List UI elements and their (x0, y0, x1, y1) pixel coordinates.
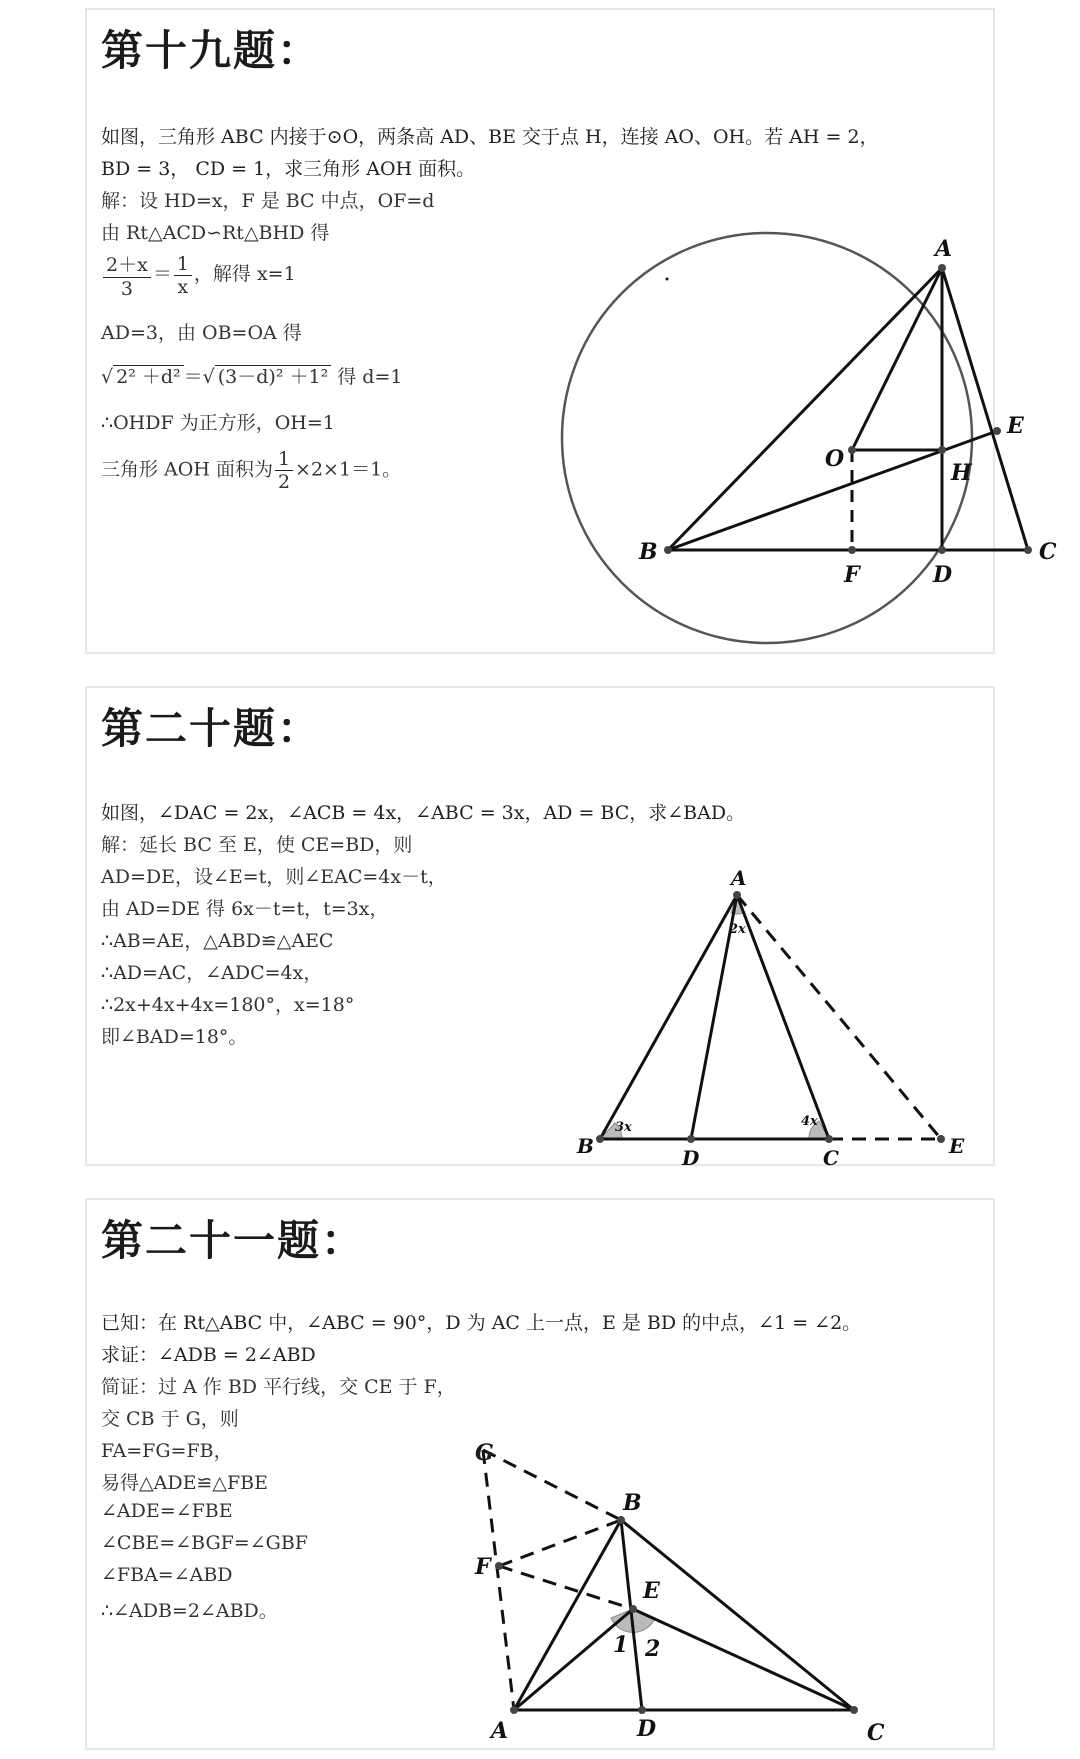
label-e: E (949, 1134, 965, 1158)
problem-19-title: 第十九题： (101, 26, 322, 75)
p20-line-5: ∴AB=AE，△ABD≌△AEC (101, 930, 334, 952)
problem-21-card (85, 1198, 995, 1750)
p19-line-1: 如图，三角形 ABC 内接于⊙O，两条高 AD、BE 交于点 H，连接 AO、OH。若 AH = 2， (101, 126, 879, 148)
fraction-2x-over-3: $\frac{2+x}{3}$ (103, 250, 151, 300)
label-g: G (475, 1440, 494, 1466)
problem-19-card (85, 8, 1057, 654)
p19-line-6: AD=3，由 OB=OA 得 (101, 322, 302, 344)
p19-line-4: 由 Rt△ACD∽Rt△BHD 得 (101, 222, 330, 244)
label-a: A (491, 1718, 509, 1744)
p20-line-3: AD=DE，设∠E=t，则∠EAC=4x－t， (101, 866, 447, 888)
label-f: F (475, 1554, 491, 1580)
p19-line-3: 解：设 HD=x，F 是 BC 中点，OF=d (101, 190, 435, 212)
p20-line-6: ∴AD=AC，∠ADC=4x， (101, 962, 323, 984)
p21-line-10: ∴∠ADB=2∠ABD。 (101, 1600, 278, 1622)
label-c: C (867, 1720, 885, 1746)
segment-ae (514, 1609, 633, 1710)
p21-line-5: FA=FG=FB， (101, 1440, 233, 1462)
problem-20-card (85, 686, 995, 1170)
p20-line-7: ∴2x+4x+4x=180°，x=18° (101, 994, 355, 1016)
label-a: A (935, 236, 953, 262)
p21-line-9: ∠FBA=∠ABD (101, 1564, 233, 1586)
problem-20-title: 第二十题： (101, 704, 322, 753)
segment-ab (600, 895, 737, 1139)
label-d: D (933, 562, 953, 588)
p19-area-line (101, 448, 401, 493)
segment-ae-dashed (737, 895, 941, 1139)
angle-label-2x: 2x (729, 922, 746, 937)
angle-label-3x: 3x (615, 1120, 632, 1135)
p19-line-5: ，解得 x=1 (193, 263, 296, 285)
p20-line-2: 解：延长 BC 至 E，使 CE=BD，则 (101, 834, 413, 856)
label-e: E (1007, 413, 1024, 439)
label-b: B (623, 1490, 642, 1516)
p21-line-7: ∠ADE=∠FBE (101, 1500, 233, 1522)
p20-line-4: 由 AD=DE 得 6x－t=t，t=3x， (101, 898, 389, 920)
p19-line-8: ∴OHDF 为正方形，OH=1 (101, 412, 335, 434)
circumcircle-o (562, 233, 972, 643)
p19-line-7: 得 d=1 (337, 366, 403, 388)
p19-line-10: ×2×1＝1。 (295, 458, 402, 481)
segment-ao (852, 268, 942, 450)
segment-fe-dashed (499, 1566, 633, 1609)
fraction-1-over-x: $\frac{1}{x}$ (174, 253, 192, 298)
p21-line-8: ∠CBE=∠BGF=∠GBF (101, 1532, 308, 1554)
segment-gb-dashed (483, 1450, 621, 1520)
label-f: F (844, 562, 860, 588)
p21-line-4: 交 CB 于 G，则 (101, 1408, 239, 1430)
segment-bc (621, 1520, 854, 1710)
segment-fb-dashed (499, 1520, 621, 1566)
label-d: D (682, 1146, 700, 1170)
angle-label-4x: 4x (801, 1114, 818, 1129)
p21-line-1: 已知：在 Rt△ABC 中，∠ABC = 90°，D 为 AC 上一点，E 是 BD 的中点，∠1 = ∠2。 (101, 1312, 862, 1334)
p21-line-6: 易得△ADE≌△FBE (101, 1472, 268, 1494)
p19-line-2: BD = 3， CD = 1，求三角形 AOH 面积。 (101, 158, 476, 180)
segment-ab (668, 268, 942, 550)
p20-line-1: 如图，∠DAC = 2x，∠ACB = 4x，∠ABC = 3x，AD = BC，求∠BAD。 (101, 802, 746, 824)
segment-ba (514, 1520, 621, 1710)
p19-fraction-equation: $\frac{2+x}{3}$ ＝ $\frac{1}{x}$ ，解得 x=1 (101, 250, 296, 300)
label-a: A (731, 866, 747, 890)
p20-line-8: 即∠BAD=18°。 (101, 1026, 248, 1048)
segment-ec (633, 1609, 854, 1710)
label-c: C (823, 1146, 839, 1170)
label-b: B (639, 539, 658, 565)
label-e: E (643, 1578, 660, 1604)
label-c: C (1039, 539, 1057, 565)
label-h: H (951, 460, 972, 486)
problem-21-title: 第二十一题： (101, 1216, 366, 1265)
label-d: D (637, 1716, 657, 1742)
segment-ac (942, 268, 1028, 550)
fraction-one-half: $\frac{1}{2}$ (275, 448, 293, 493)
p21-line-2: 求证：∠ADB = 2∠ABD (101, 1344, 316, 1366)
label-o: O (825, 446, 845, 472)
label-b: B (577, 1134, 594, 1158)
angle-label-2: 2 (645, 1636, 661, 1662)
p21-right-triangle-figure (475, 1380, 987, 1750)
angle-label-1: 1 (613, 1632, 629, 1658)
p21-line-3: 简证：过 A 作 BD 平行线，交 CE 于 F， (101, 1376, 456, 1398)
segment-ac (737, 895, 829, 1139)
p19-sqrt-equation: √ 2² ＋d² ＝√ (3－d)² ＋1² 得 d=1 (101, 366, 403, 388)
p20-triangle-figure (567, 853, 987, 1170)
segment-ga-dashed (483, 1450, 514, 1710)
p19-line-9: 三角形 AOH 面积为 (101, 458, 273, 481)
p19-circle-figure (547, 220, 1057, 650)
